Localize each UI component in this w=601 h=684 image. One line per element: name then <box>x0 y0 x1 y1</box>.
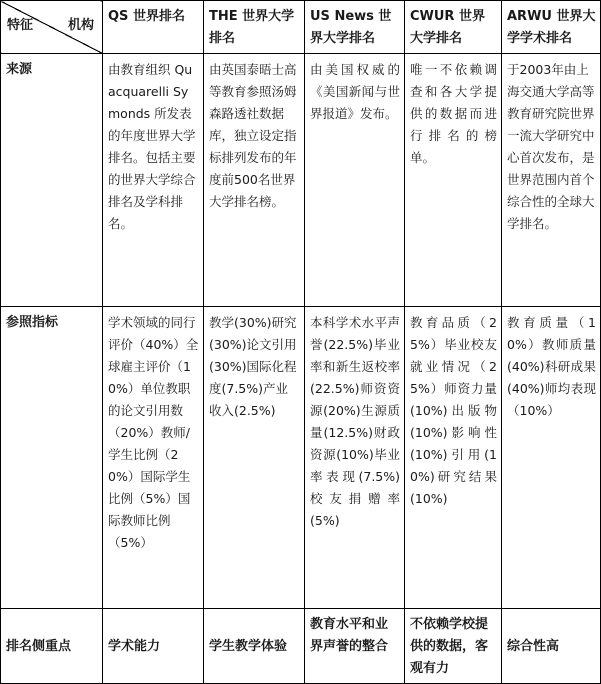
table-row-focus <box>1 609 601 684</box>
cell-focus-the: 学生教学体验 <box>204 609 305 684</box>
cell-source-cwur: 唯一不依赖调查和各大学提供的数据而进行排名的榜单。 <box>405 54 502 307</box>
cell-indicators-usnews: 本科学术水平声誉(22.5%)毕业率和新生返校率(22.5%)师资资源(20%)生源质量(12.5%)财政资源(10%)毕业率表现(7.5%)校友捐赠率(5%) <box>305 307 405 609</box>
row-header-indicators: 参照指标 <box>1 307 103 609</box>
table-row-source <box>1 54 601 307</box>
cell-focus-arwu: 综合性高 <box>502 609 601 684</box>
cell-indicators-arwu: 教育质量（10%）教师质量(40%)科研成果(40%)师均表现（10%） <box>502 307 601 609</box>
column-header-arwu: ARWU 世界大学学术排名 <box>502 1 601 54</box>
corner-institution-label: 机构 <box>67 18 94 33</box>
corner-cell <box>1 1 103 54</box>
corner-feature-label: 特征 <box>7 18 34 33</box>
cell-source-qs: 由教育组织 Quacquarelli Symonds 所发表的年度世界大学排名。包括主要的世界大学综合排名及学科排名。 <box>103 54 204 307</box>
column-header-the: THE 世界大学排名 <box>204 1 305 54</box>
table-row-indicators <box>1 307 601 609</box>
cell-indicators-qs: 学术领域的同行评价（40%）全球雇主评价（10%）单位教职的论文引用数（20%）教师/学生比例（20%）国际学生比例（5%）国际教师比例（5%） <box>103 307 204 609</box>
row-header-focus: 排名侧重点 <box>1 609 103 684</box>
row-header-source: 来源 <box>1 54 103 307</box>
cell-source-the: 由英国泰晤士高等教育参照汤姆森路透社数据库，独立设定指标排列发布的年度前500名世界大学排名榜。 <box>204 54 305 307</box>
cell-source-usnews: 由美国权威的《美国新闻与世界报道》发布。 <box>305 54 405 307</box>
column-header-cwur: CWUR 世界大学排名 <box>405 1 502 54</box>
cell-focus-cwur: 不依赖学校提供的数据，客观有力 <box>405 609 502 684</box>
column-header-qs: QS 世界排名 <box>103 1 204 54</box>
cell-indicators-cwur: 教育品质（25%）毕业校友就业情况（25%）师资力量(10%)出版物(10%)影响性(10%)引用(10%)研究结果(10%) <box>405 307 502 609</box>
column-header-usnews: US News 世界大学排名 <box>305 1 405 54</box>
cell-source-arwu: 于2003年由上海交通大学高等教育研究院世界一流大学研究中心首次发布，是世界范围内首个综合性的全球大学排名。 <box>502 54 601 307</box>
cell-focus-usnews: 教育水平和业界声誉的整合 <box>305 609 405 684</box>
cell-focus-qs: 学术能力 <box>103 609 204 684</box>
header-row <box>1 1 601 54</box>
cell-indicators-the: 教学(30%)研究(30%)论文引用(30%)国际化程度(7.5%)产业收入(2.5%) <box>204 307 305 609</box>
